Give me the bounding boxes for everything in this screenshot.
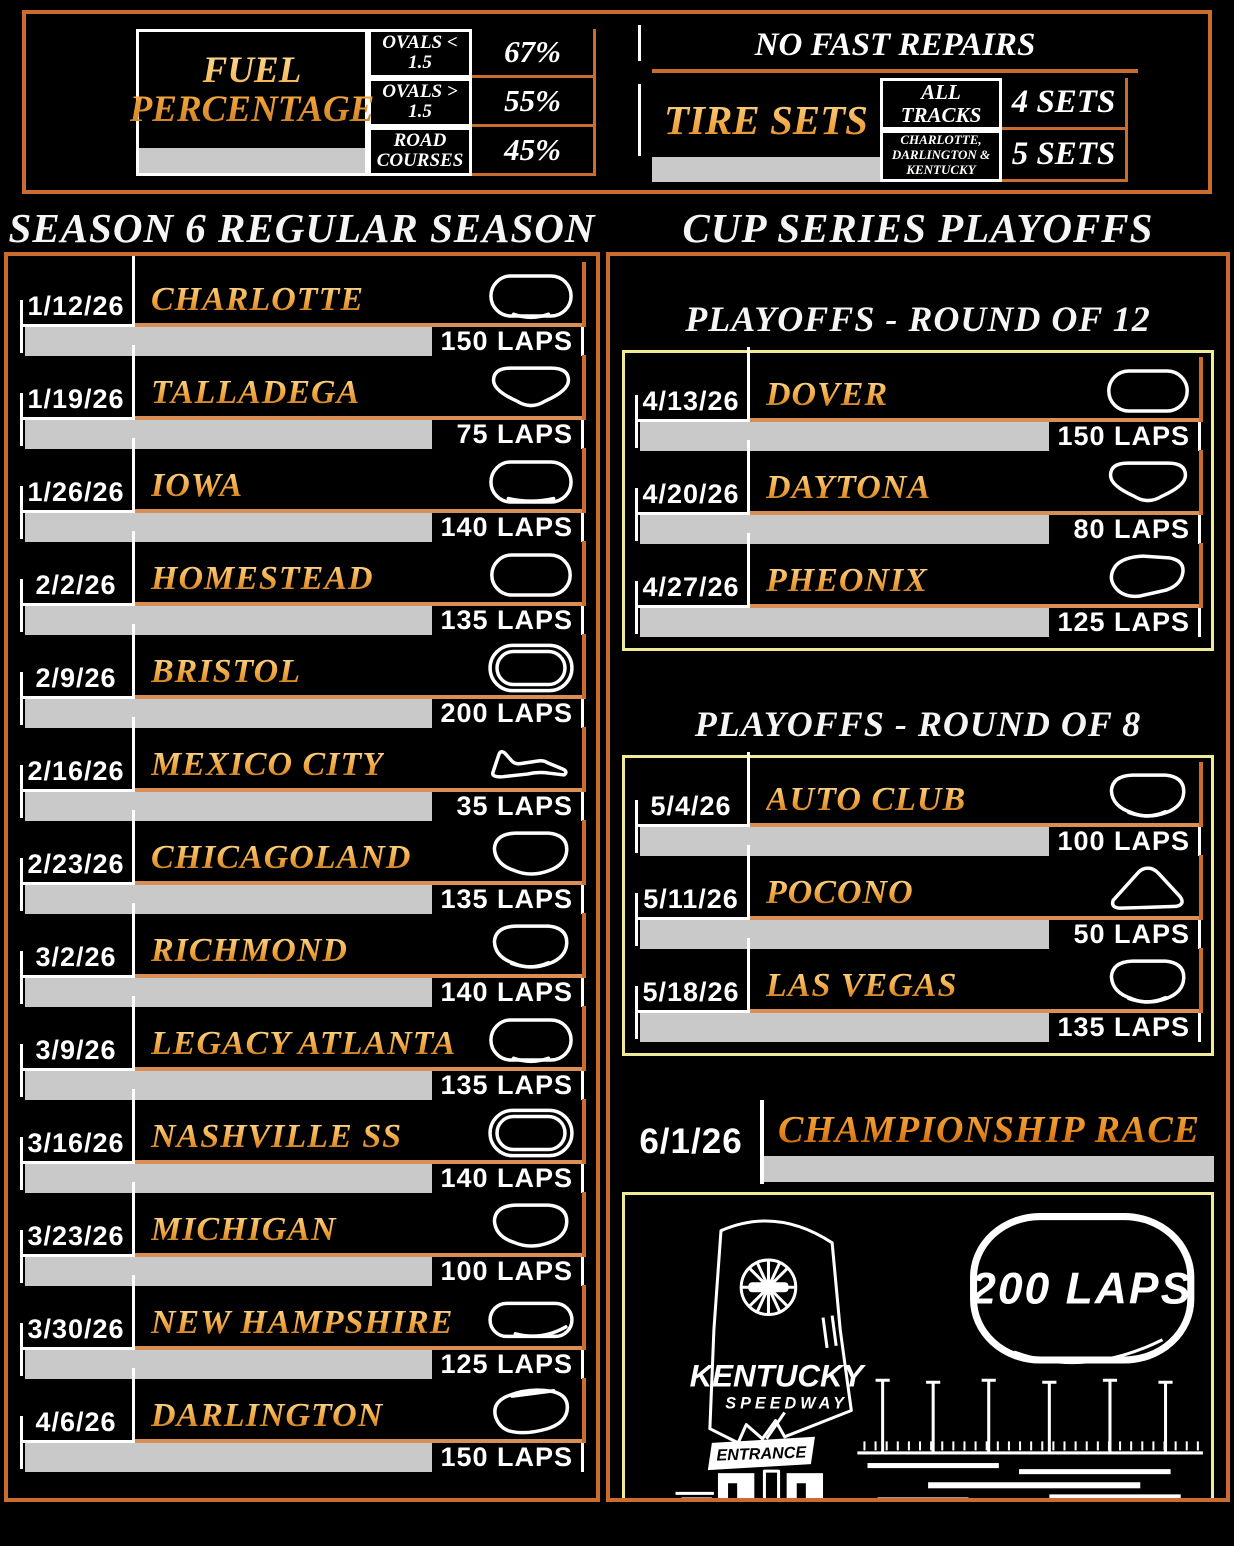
row-right-accent-line xyxy=(582,1378,586,1443)
race-date: 2/23/26 xyxy=(27,849,125,879)
race-date-cell xyxy=(20,1200,132,1257)
race-row-bottom xyxy=(20,885,584,914)
fuel-row-label: OVALS > 1.5 xyxy=(368,78,472,127)
race-name-wrap xyxy=(135,1386,584,1443)
race-name-wrap xyxy=(135,828,584,885)
d-oval-apron-track-icon xyxy=(478,918,584,974)
race-row xyxy=(20,828,584,914)
egg-oval-track-icon xyxy=(478,1383,584,1439)
row-right-accent-line xyxy=(1199,450,1203,515)
race-row-bottom xyxy=(635,515,1201,544)
race-row-top xyxy=(635,365,1201,422)
race-row xyxy=(635,551,1201,637)
race-laps: 135 LAPS xyxy=(432,606,584,635)
championship-gray-bar xyxy=(764,1156,1214,1182)
race-row xyxy=(20,549,584,635)
race-row-top xyxy=(635,770,1201,827)
race-date: 2/9/26 xyxy=(35,663,117,693)
race-progress-bar xyxy=(25,699,432,728)
race-progress-bar xyxy=(25,1257,432,1286)
row-right-accent-line xyxy=(1199,855,1203,920)
race-date-cell xyxy=(20,1293,132,1350)
entrance-sign xyxy=(708,1437,815,1470)
race-track-name: DOVER xyxy=(766,378,888,418)
race-row-bottom xyxy=(20,1071,584,1100)
tri-oval-track-icon xyxy=(478,360,584,416)
race-date: 1/12/26 xyxy=(27,291,125,321)
paperclip-track-icon xyxy=(478,1290,584,1346)
race-date: 4/6/26 xyxy=(35,1407,117,1437)
race-progress-bar xyxy=(25,885,432,914)
race-progress-bar xyxy=(640,608,1049,637)
row-right-accent-line xyxy=(582,448,586,513)
quad-oval-track-icon xyxy=(478,267,584,323)
race-name-wrap xyxy=(135,1107,584,1164)
race-date: 3/2/26 xyxy=(35,942,117,972)
fuel-row-value: 67% xyxy=(472,29,596,78)
race-track-name: DARLINGTON xyxy=(151,1399,383,1439)
row-right-accent-line xyxy=(1199,762,1203,827)
race-date-cell xyxy=(20,1386,132,1443)
kentucky-speedway-scene xyxy=(625,1195,1211,1502)
race-date-cell xyxy=(20,270,132,327)
championship-date: 6/1/26 xyxy=(639,1122,743,1161)
race-name-wrap xyxy=(135,1014,584,1071)
round-of-12-box xyxy=(622,350,1214,651)
race-name-wrap xyxy=(135,549,584,606)
tri-oval-track-icon xyxy=(1095,455,1201,511)
round-of-8-heading: PLAYOFFS - ROUND OF 8 xyxy=(694,704,1142,744)
race-date-cell xyxy=(20,1014,132,1071)
row-right-accent-line xyxy=(582,1099,586,1164)
race-name-wrap xyxy=(135,1200,584,1257)
race-name-wrap xyxy=(135,363,584,420)
race-row-bottom xyxy=(20,327,584,356)
race-name-wrap xyxy=(750,863,1201,920)
race-date: 2/16/26 xyxy=(27,756,125,786)
race-name-wrap xyxy=(750,365,1201,422)
race-progress-bar xyxy=(25,792,432,821)
race-progress-bar xyxy=(25,513,432,542)
race-row-top xyxy=(20,828,584,885)
row-right-accent-line xyxy=(1199,948,1203,1013)
race-row-bottom xyxy=(635,920,1201,949)
tire-sets-label-cell xyxy=(652,78,880,182)
race-laps: 200 LAPS xyxy=(432,699,584,728)
race-date-cell xyxy=(20,642,132,699)
race-track-name: HOMESTEAD xyxy=(151,562,374,602)
race-row-top xyxy=(20,549,584,606)
race-row-top xyxy=(635,551,1201,608)
race-laps: 125 LAPS xyxy=(1049,608,1201,637)
playoffs-column xyxy=(606,198,1230,1502)
race-laps: 140 LAPS xyxy=(432,978,584,1007)
race-track-name: TALLADEGA xyxy=(151,376,360,416)
fuel-percentage-table xyxy=(129,29,596,176)
race-track-name: NEW HAMPSHIRE xyxy=(151,1306,453,1346)
round-of-8-box xyxy=(622,755,1214,1056)
championship-laps: 200 LAPS xyxy=(971,1264,1193,1314)
race-name-wrap xyxy=(135,270,584,327)
race-name-wrap xyxy=(750,770,1201,827)
race-name-wrap xyxy=(750,551,1201,608)
race-date: 3/30/26 xyxy=(27,1314,125,1344)
race-progress-bar xyxy=(25,1350,432,1379)
regular-season-column xyxy=(4,198,600,1502)
race-progress-bar xyxy=(25,1443,432,1472)
d-oval-track-icon xyxy=(478,825,584,881)
race-name-wrap xyxy=(135,921,584,978)
race-progress-bar xyxy=(640,422,1049,451)
race-date: 3/23/26 xyxy=(27,1221,125,1251)
race-row-top xyxy=(635,458,1201,515)
race-row xyxy=(20,456,584,542)
fuel-gray-strip xyxy=(139,148,365,173)
double-oval-track-icon xyxy=(478,1104,584,1160)
race-laps: 75 LAPS xyxy=(432,420,584,449)
race-date: 1/26/26 xyxy=(27,477,125,507)
race-date-cell xyxy=(20,921,132,978)
race-laps: 140 LAPS xyxy=(432,513,584,542)
race-track-name: BRISTOL xyxy=(151,655,301,695)
rules-info-panel xyxy=(22,10,1212,194)
race-track-name: PHEONIX xyxy=(766,564,928,604)
plain-oval-track-icon xyxy=(478,546,584,602)
race-row-bottom xyxy=(20,513,584,542)
tire-gray-strip xyxy=(652,157,880,182)
race-date-cell xyxy=(635,770,747,827)
race-date: 5/4/26 xyxy=(650,791,732,821)
grandstand-streaks xyxy=(865,1463,1180,1502)
race-track-name: MICHIGAN xyxy=(151,1213,337,1253)
triangle-track-icon xyxy=(1095,860,1201,916)
race-row-bottom xyxy=(20,699,584,728)
race-row xyxy=(20,921,584,1007)
venue-sub-text: SPEEDWAY xyxy=(725,1394,849,1413)
schedule-columns xyxy=(0,198,1234,1502)
championship-title-area xyxy=(764,1100,1214,1184)
race-row-bottom xyxy=(635,608,1201,637)
fuel-row-value: 55% xyxy=(472,78,596,127)
double-oval-track-icon xyxy=(478,639,584,695)
race-progress-bar xyxy=(640,920,1049,949)
regular-season-box xyxy=(4,252,600,1502)
race-row xyxy=(20,1293,584,1379)
race-row-bottom xyxy=(20,792,584,821)
row-right-accent-line xyxy=(1199,543,1203,608)
race-row-bottom xyxy=(635,1013,1201,1042)
speedway-wheel-logo-icon xyxy=(741,1260,796,1315)
race-date: 3/9/26 xyxy=(35,1035,117,1065)
race-row-bottom xyxy=(20,1164,584,1193)
race-track-name: NASHVILLE SS xyxy=(151,1120,402,1160)
venue-name-text: KENTUCKY xyxy=(689,1358,864,1394)
race-laps: 135 LAPS xyxy=(1049,1013,1201,1042)
race-row-top xyxy=(20,1293,584,1350)
race-row xyxy=(20,642,584,728)
grandstand-fence xyxy=(857,1446,1203,1453)
race-date: 5/11/26 xyxy=(643,884,739,914)
race-row xyxy=(635,770,1201,856)
row-right-accent-line xyxy=(582,727,586,792)
row-right-accent-line xyxy=(1199,357,1203,422)
race-track-name: CHARLOTTE xyxy=(151,283,364,323)
race-name-wrap xyxy=(750,458,1201,515)
race-row-bottom xyxy=(20,420,584,449)
race-row xyxy=(20,1107,584,1193)
plain-oval-track-icon xyxy=(1095,362,1201,418)
race-progress-bar xyxy=(25,327,432,356)
championship-track-oval-icon xyxy=(970,1217,1192,1363)
race-row-bottom xyxy=(635,827,1201,856)
tire-row-label: ALL TRACKS xyxy=(880,78,1002,130)
race-row-top xyxy=(20,270,584,327)
race-date-cell xyxy=(20,456,132,513)
race-date-cell xyxy=(20,1107,132,1164)
race-date: 1/19/26 xyxy=(27,384,125,414)
race-date-cell xyxy=(20,828,132,885)
race-progress-bar xyxy=(640,515,1049,544)
race-laps: 140 LAPS xyxy=(432,1164,584,1193)
race-laps: 50 LAPS xyxy=(1049,920,1201,949)
race-date-cell xyxy=(20,549,132,606)
race-progress-bar xyxy=(25,1164,432,1193)
race-row-bottom xyxy=(20,1257,584,1286)
race-row-top xyxy=(20,921,584,978)
row-right-accent-line xyxy=(582,262,586,327)
race-laps: 100 LAPS xyxy=(1049,827,1201,856)
race-laps: 135 LAPS xyxy=(432,885,584,914)
oval-apron-track-icon xyxy=(478,453,584,509)
race-row-top xyxy=(20,1107,584,1164)
race-row-top xyxy=(635,956,1201,1013)
race-row xyxy=(635,365,1201,451)
race-date: 3/16/26 xyxy=(27,1128,125,1158)
race-laps: 100 LAPS xyxy=(432,1257,584,1286)
race-laps: 135 LAPS xyxy=(432,1071,584,1100)
row-right-accent-line xyxy=(582,541,586,606)
race-date: 4/20/26 xyxy=(642,479,740,509)
race-row-top xyxy=(20,363,584,420)
race-name-wrap xyxy=(750,956,1201,1013)
race-row-top xyxy=(20,1386,584,1443)
race-row-bottom xyxy=(20,978,584,1007)
race-date: 5/18/26 xyxy=(642,977,740,1007)
race-laps: 150 LAPS xyxy=(432,327,584,356)
race-laps: 80 LAPS xyxy=(1049,515,1201,544)
race-date-cell xyxy=(635,863,747,920)
race-progress-bar xyxy=(25,606,432,635)
dogleg-oval-track-icon xyxy=(1095,548,1201,604)
race-row xyxy=(20,270,584,356)
race-track-name: POCONO xyxy=(766,876,914,916)
d-oval-track-icon xyxy=(478,1197,584,1253)
race-track-name: LAS VEGAS xyxy=(766,969,957,1009)
race-name-wrap xyxy=(135,1293,584,1350)
tire-row-value: 4 SETS xyxy=(1002,78,1128,130)
race-track-name: RICHMOND xyxy=(151,934,348,974)
race-row xyxy=(635,863,1201,949)
race-laps: 150 LAPS xyxy=(432,1443,584,1472)
race-date-cell xyxy=(20,735,132,792)
race-track-name: AUTO CLUB xyxy=(766,783,966,823)
race-track-name: IOWA xyxy=(151,469,243,509)
race-row-top xyxy=(20,1014,584,1071)
race-row-bottom xyxy=(20,1350,584,1379)
race-name-wrap xyxy=(135,735,584,792)
race-date-cell xyxy=(635,365,747,422)
race-row-bottom xyxy=(635,422,1201,451)
race-row xyxy=(635,956,1201,1042)
race-row-top xyxy=(20,735,584,792)
race-row xyxy=(20,735,584,821)
fuel-row-value: 45% xyxy=(472,127,596,176)
row-right-accent-line xyxy=(582,1006,586,1071)
playoffs-title: CUP SERIES PLAYOFFS xyxy=(682,205,1154,251)
race-row xyxy=(20,1200,584,1286)
d-oval-apron-track-icon xyxy=(1095,767,1201,823)
no-fast-repairs-banner: NO FAST REPAIRS xyxy=(652,23,1138,73)
playoffs-box xyxy=(606,252,1230,1502)
championship-venue-box xyxy=(622,1192,1214,1502)
tire-rules-section xyxy=(652,23,1138,182)
fuel-percentage-label-cell xyxy=(129,29,375,176)
tire-row-value: 5 SETS xyxy=(1002,130,1128,182)
championship-header xyxy=(622,1100,1214,1184)
row-right-accent-line xyxy=(582,820,586,885)
fuel-row-label: OVALS < 1.5 xyxy=(368,29,472,78)
race-row xyxy=(20,363,584,449)
race-date-cell xyxy=(635,551,747,608)
row-right-accent-line xyxy=(582,634,586,699)
d-oval-apron-track-icon xyxy=(1095,953,1201,1009)
race-laps: 150 LAPS xyxy=(1049,422,1201,451)
row-right-accent-line xyxy=(582,1285,586,1350)
race-track-name: MEXICO CITY xyxy=(151,748,384,788)
race-progress-bar xyxy=(640,827,1049,856)
quad-oval-track-icon xyxy=(478,1011,584,1067)
race-laps: 35 LAPS xyxy=(432,792,584,821)
entrance-sign-text: ENTRANCE xyxy=(716,1443,807,1465)
race-row-top xyxy=(20,1200,584,1257)
race-row xyxy=(635,458,1201,544)
round-of-12-heading: PLAYOFFS - ROUND OF 12 xyxy=(685,299,1151,339)
race-track-name: LEGACY ATLANTA xyxy=(151,1027,456,1067)
race-row-bottom xyxy=(20,1443,584,1472)
race-track-name: CHICAGOLAND xyxy=(151,841,411,881)
race-track-name: DAYTONA xyxy=(766,471,931,511)
race-row-top xyxy=(635,863,1201,920)
race-progress-bar xyxy=(25,1071,432,1100)
race-row xyxy=(20,1014,584,1100)
race-date: 4/27/26 xyxy=(642,572,740,602)
fuel-percentage-title: FUEL PERCENTAGE xyxy=(130,52,375,152)
race-row xyxy=(20,1386,584,1472)
tire-row-label: CHARLOTTE, DARLINGTON & KENTUCKY xyxy=(880,130,1002,182)
race-progress-bar xyxy=(25,420,432,449)
race-date-cell xyxy=(635,956,747,1013)
race-name-wrap xyxy=(135,456,584,513)
row-right-accent-line xyxy=(582,913,586,978)
race-laps: 125 LAPS xyxy=(432,1350,584,1379)
race-name-wrap xyxy=(135,642,584,699)
race-date: 2/2/26 xyxy=(35,570,117,600)
regular-season-title: SEASON 6 REGULAR SEASON xyxy=(8,205,596,251)
tire-sets-title: TIRE SETS xyxy=(664,96,868,164)
fuel-row-label: ROAD COURSES xyxy=(368,127,472,176)
race-date: 4/13/26 xyxy=(642,386,740,416)
race-row-bottom xyxy=(20,606,584,635)
race-row-top xyxy=(20,642,584,699)
race-date-cell xyxy=(635,458,747,515)
tire-sets-table xyxy=(652,78,1138,182)
speedway-towers xyxy=(676,1471,824,1502)
row-right-accent-line xyxy=(582,1192,586,1257)
race-date-cell xyxy=(20,363,132,420)
race-progress-bar xyxy=(640,1013,1049,1042)
race-progress-bar xyxy=(25,978,432,1007)
championship-title: CHAMPIONSHIP RACE xyxy=(764,1100,1214,1152)
row-right-accent-line xyxy=(582,355,586,420)
race-row-top xyxy=(20,456,584,513)
road-course-track-icon xyxy=(478,732,584,788)
